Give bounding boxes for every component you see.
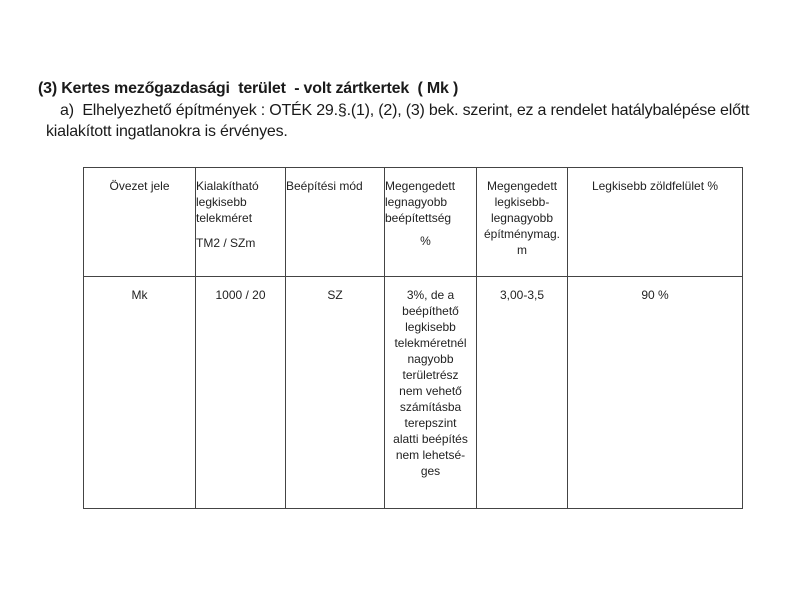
cell-line: beépíthető xyxy=(402,304,459,318)
table-header-row xyxy=(84,168,743,277)
cell-line: legkisebb xyxy=(405,320,456,334)
cell-line: alatti beépítés xyxy=(393,432,468,446)
header-line: beépítettség xyxy=(385,211,452,225)
paragraph-line: kialakított ingatlanokra is érvényes. xyxy=(46,123,288,140)
header-line: építménymag. xyxy=(483,227,561,241)
cell-line: 3%, de a xyxy=(406,288,455,302)
cell-line: nem vehető xyxy=(399,384,462,398)
header-line: legnagyobb xyxy=(490,211,554,225)
header-max-coverage xyxy=(385,168,477,277)
zoning-table xyxy=(83,167,743,509)
header-line: Legkisebb zöldfelület % xyxy=(591,179,719,193)
cell-line: területrész xyxy=(402,368,459,382)
paragraph-line: a) Elhelyezhető építmények : OTÉK 29.§.(1), (2), (3) bek. szerint, ez a rendelet hatálybalépése előtt xyxy=(60,102,750,119)
header-min-green-area xyxy=(568,168,743,277)
cell-building-height xyxy=(477,277,568,509)
header-building-height xyxy=(477,168,568,277)
cell-line: nem lehetsé- xyxy=(395,448,466,462)
header-line: Megengedett xyxy=(486,179,558,193)
header-line: telekméret xyxy=(196,211,253,225)
cell-min-plot-size xyxy=(196,277,286,509)
cell-value: Mk xyxy=(131,288,148,302)
cell-zone-code xyxy=(84,277,196,509)
cell-line: telekméretnél xyxy=(394,336,467,350)
header-line: Beépítési mód xyxy=(286,179,363,193)
cell-line: ges xyxy=(420,464,441,478)
section-heading: (3) Kertes mezőgazdasági terület - volt zártkertek ( Mk ) xyxy=(38,80,459,97)
cell-value: SZ xyxy=(327,288,343,302)
header-line: Övezet jele xyxy=(109,179,170,193)
cell-line: nagyobb xyxy=(407,352,454,366)
table-row xyxy=(84,277,743,509)
header-min-plot-size xyxy=(196,168,286,277)
cell-build-mode xyxy=(286,277,385,509)
cell-value: 90 % xyxy=(641,288,669,302)
cell-value: 1000 / 20 xyxy=(215,288,266,302)
header-line: legkisebb- xyxy=(494,195,550,209)
cell-value: 3,00-3,5 xyxy=(499,288,545,302)
cell-line: számításba xyxy=(399,400,462,414)
header-line: m xyxy=(517,243,527,257)
cell-max-coverage xyxy=(385,277,477,509)
cell-min-green-area xyxy=(568,277,743,509)
header-build-mode xyxy=(286,168,385,277)
header-line: legnagyobb xyxy=(385,195,448,209)
header-line: legkisebb xyxy=(196,195,247,209)
header-unit: TM2 / SZm xyxy=(196,236,256,250)
header-line: Megengedett xyxy=(385,179,456,193)
header-unit: % xyxy=(420,234,431,248)
section-paragraph xyxy=(46,100,786,142)
header-line: Kialakítható xyxy=(196,179,259,193)
header-zone-code xyxy=(84,168,196,277)
cell-line: terepszint xyxy=(404,416,457,430)
